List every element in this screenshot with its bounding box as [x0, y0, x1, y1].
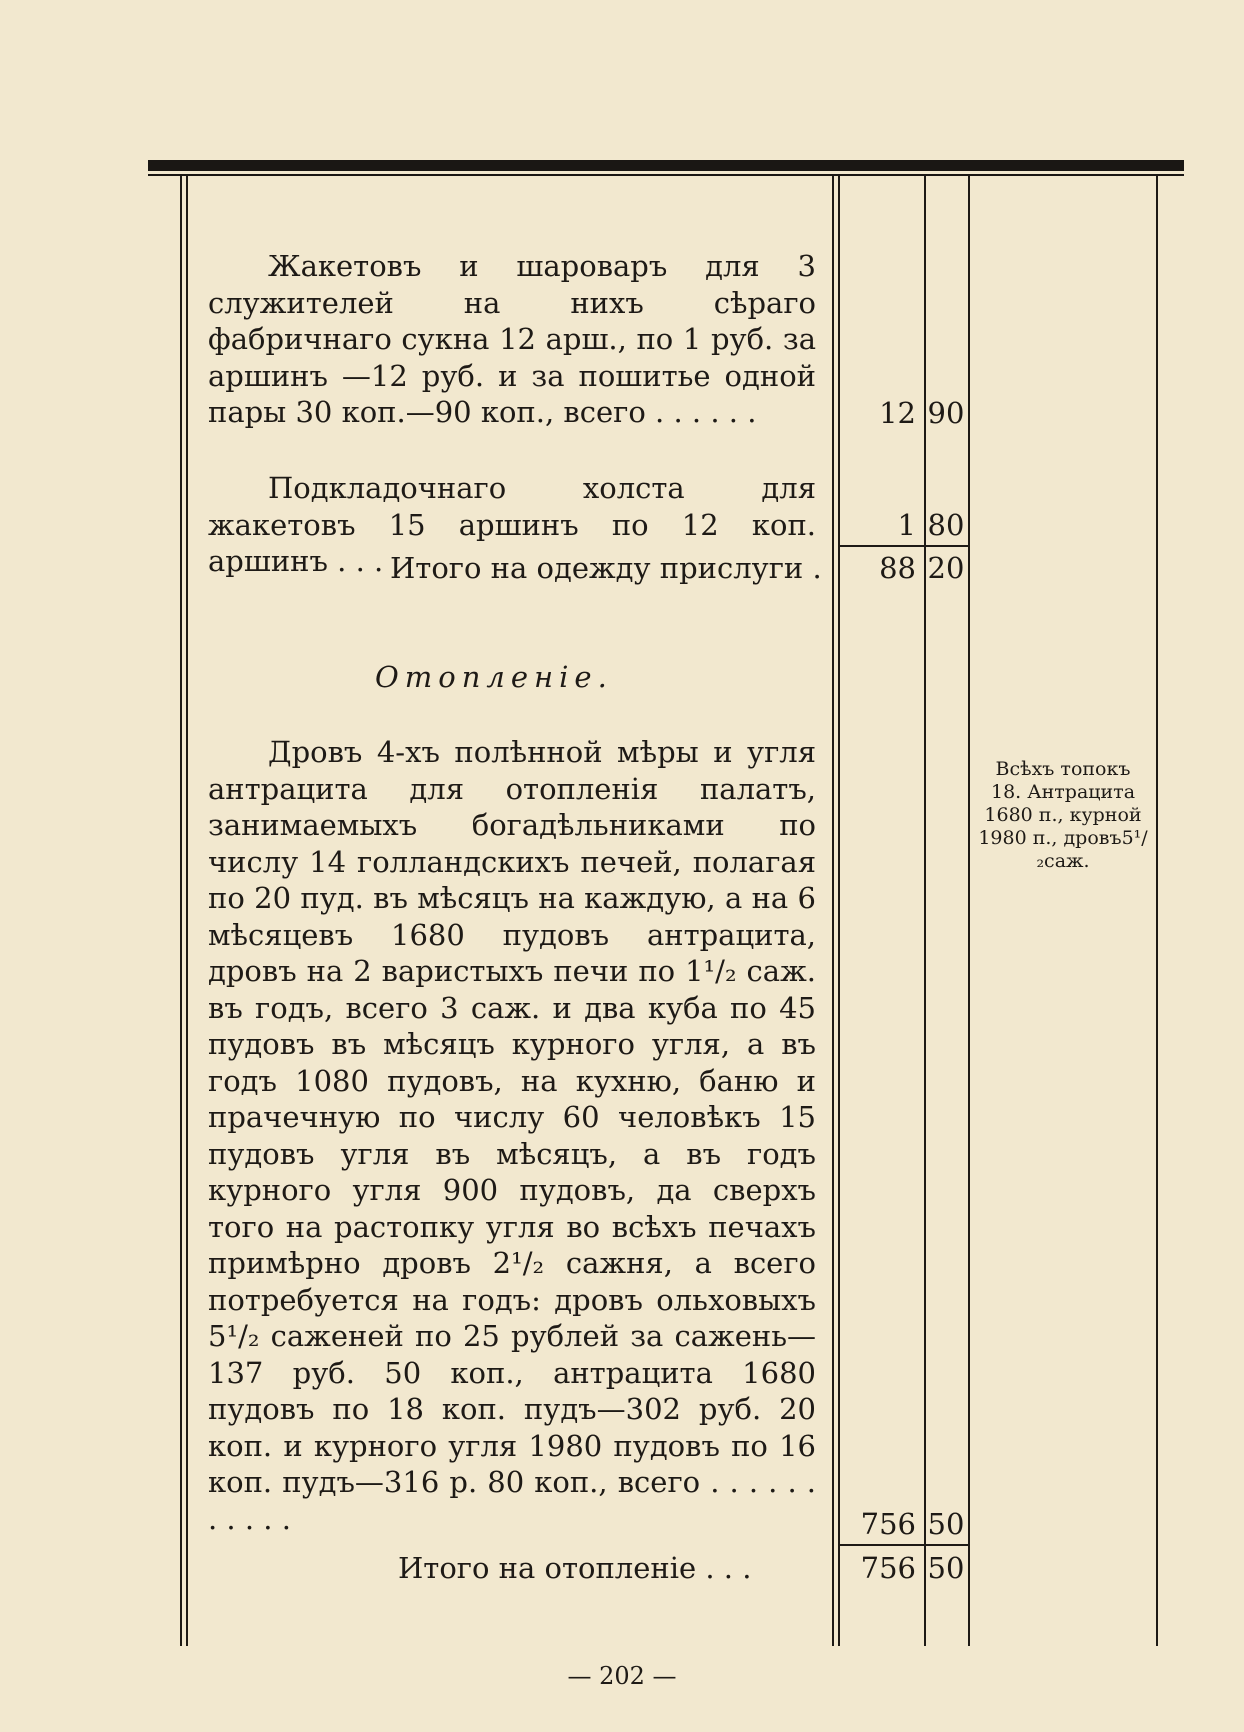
heating-sum-rule — [840, 1544, 968, 1546]
total-clothing-label: Итого на одежду прислуги . — [390, 551, 822, 585]
notes-column-rule — [968, 176, 970, 1646]
total-clothing-kopecks: 20 — [927, 551, 965, 585]
entry-heating-rubles: 756 — [860, 1507, 916, 1541]
clothing-sum-rule — [840, 545, 968, 547]
section-heading-heating: Отопленіе. — [375, 660, 613, 694]
total-heating-kopecks: 50 — [927, 1551, 965, 1585]
left-border-rule — [180, 176, 182, 1646]
total-clothing-rubles: 88 — [879, 551, 916, 585]
rubles-column-rule — [832, 176, 834, 1646]
left-inner-rule — [186, 176, 188, 1646]
entry-lining-kopecks: 80 — [927, 508, 965, 542]
entry-text: Дровъ 4-хъ полѣнной мѣры и угля антрацита для отопленія палатъ, занимаемыхъ богадѣльниками по числу 14 голландскихъ печей, полагая по 20 пуд. въ мѣсяцъ на каждую, а на 6 мѣсяцевъ 1680 пудовъ антрацита, дровъ на 2 варистыхъ печи по 1¹/₂ саж. въ годъ, всего 3 саж. и два куба по 45 пудовъ въ мѣсяцъ курного угля, а въ годъ 1080 пудовъ, на кухню, баню и прачечную по числу 60 человѣкъ 15 пудовъ угля въ мѣсяцъ, а въ годъ курного угля 900 пудовъ, да сверхъ того на растопку угля во всѣхъ печахъ примѣрно дровъ 2¹/₂ сажня, а всего потребуется на годъ: дровъ ольховыхъ 5¹/₂ саженей по 25 рублей за сажень—137 руб. 50 коп., антрацита 1680 пудовъ по 18 коп. пудъ—302 руб. 20 коп. и курного угля 1980 пудовъ по 16 коп. пудъ—316 р. 80 коп., всего . . . . . . . . . . . — [208, 735, 816, 1536]
entry-heating-kopecks: 50 — [927, 1507, 965, 1541]
side-note: Всѣхъ топокъ 18. Антрацита 1680 п., курной 1980 п., дровъ5¹/₂саж. — [978, 758, 1148, 872]
top-double-rule — [148, 160, 1184, 171]
total-heating-rubles: 756 — [860, 1551, 916, 1585]
entry-jackets-kopecks: 90 — [927, 396, 965, 430]
entry-text: Жакетовъ и шароваръ для 3 служителей на нихъ сѣраго фабричнаго сукна 12 арш., по 1 руб. за аршинъ —12 руб. и за пошитье одной пары 30 коп.—90 коп., всего . . . . . . — [208, 249, 816, 429]
page-number: — 202 — — [567, 1662, 677, 1690]
right-border-rule — [1156, 176, 1158, 1646]
entry-jackets-rubles: 12 — [879, 396, 916, 430]
entry-heating — [208, 734, 816, 1537]
entry-text: Подкладочнаго холста для жакетовъ 15 аршинъ по 12 коп. аршинъ . . . — [208, 471, 816, 578]
entry-jackets — [208, 248, 816, 431]
total-heating-label: Итого на отопленіе . . . — [398, 1551, 752, 1585]
entry-lining-rubles: 1 — [897, 508, 916, 542]
top-thin-rule — [148, 174, 1184, 176]
